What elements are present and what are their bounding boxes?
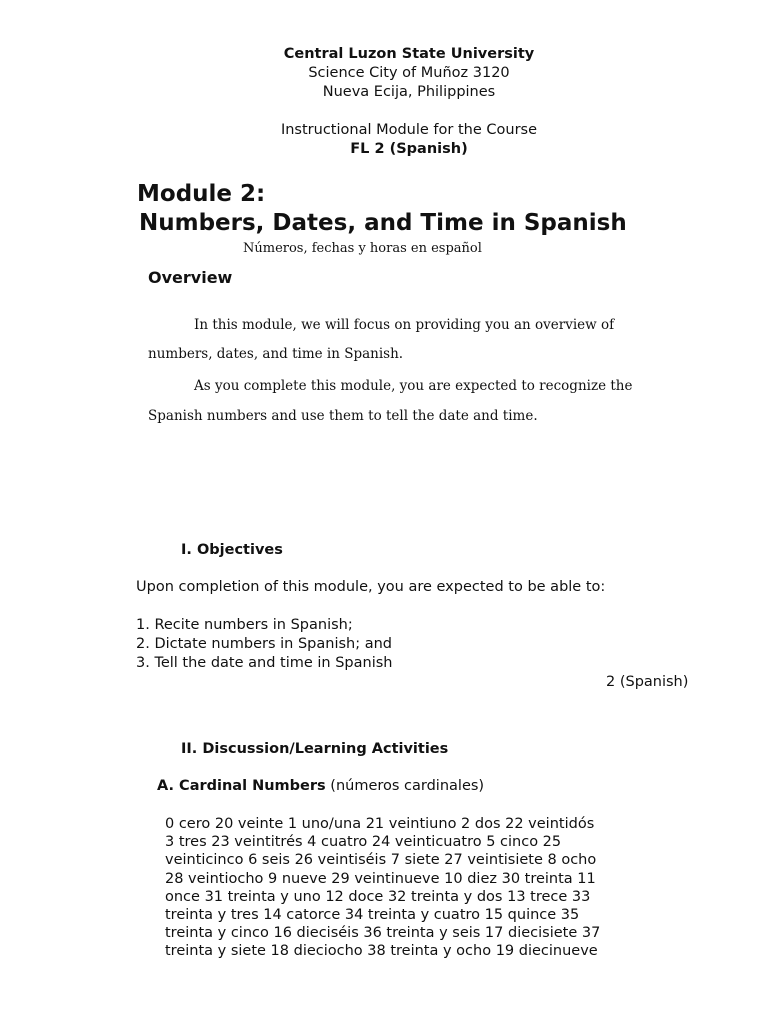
module-title: Numbers, Dates, and Time in Spanish	[139, 210, 627, 236]
discussion-heading: II. Discussion/Learning Activities	[181, 741, 449, 757]
numbers-line: 3 tres 23 veintitrés 4 cuatro 24 veinticuatro 5 cinco 25	[165, 834, 562, 851]
numbers-line: veinticinco 6 seis 26 veintiséis 7 siete 27 veintisiete 8 ocho	[165, 852, 597, 869]
address-line-2: Nueva Ecija, Philippines	[322, 84, 496, 100]
overview-paragraph-1-line-1: In this module, we will focus on providing you an overview of	[194, 317, 615, 333]
numbers-line: once 31 treinta y uno 12 doce 32 treinta y dos 13 trece 33	[165, 888, 591, 905]
objectives-list	[136, 616, 392, 673]
numbers-line: 0 cero 20 veinte 1 uno/una 21 veintiuno 2 dos 22 veintidós	[165, 816, 595, 832]
course-name: FL 2 (Spanish)	[350, 141, 468, 157]
cardinal-numbers-heading	[157, 776, 484, 796]
cardinal-numbers-list	[165, 815, 601, 961]
page-label: 2 (Spanish)	[606, 674, 689, 690]
overview-paragraph-2-line-2: Spanish numbers and use them to tell the date and time.	[148, 408, 538, 424]
overview-paragraph-1-line-2: numbers, dates, and time in Spanish.	[148, 346, 404, 362]
objective-item: 3. Tell the date and time in Spanish	[136, 655, 393, 671]
overview-heading: Overview	[148, 268, 233, 287]
cardinal-numbers-sublabel: (números cardinales)	[325, 778, 485, 794]
module-number: Module 2:	[137, 181, 266, 207]
objective-item: 1. Recite numbers in Spanish;	[136, 617, 353, 633]
objectives-intro: Upon completion of this module, you are expected to be able to:	[136, 579, 606, 595]
address-line-1: Science City of Muñoz 3120	[308, 65, 510, 81]
numbers-line: treinta y cinco 16 dieciséis 36 treinta y seis 17 diecisiete 37	[165, 925, 601, 942]
module-subtitle-spanish: Números, fechas y horas en español	[243, 241, 482, 256]
objective-item: 2. Dictate numbers in Spanish; and	[136, 636, 393, 652]
numbers-line: treinta y siete 18 dieciocho 38 treinta y ocho 19 diecinueve	[165, 943, 598, 960]
numbers-line: 28 veintiocho 9 nueve 29 veintinueve 10 diez 30 treinta 11	[165, 870, 596, 887]
objectives-heading: I. Objectives	[181, 542, 283, 558]
numbers-line: treinta y tres 14 catorce 34 treinta y cuatro 15 quince 35	[165, 907, 580, 924]
university-name: Central Luzon State University	[283, 46, 535, 62]
overview-paragraph-2-line-1: As you complete this module, you are expected to recognize the	[194, 378, 633, 394]
cardinal-numbers-label: A. Cardinal Numbers	[157, 778, 326, 794]
module-for-label: Instructional Module for the Course	[280, 122, 538, 138]
